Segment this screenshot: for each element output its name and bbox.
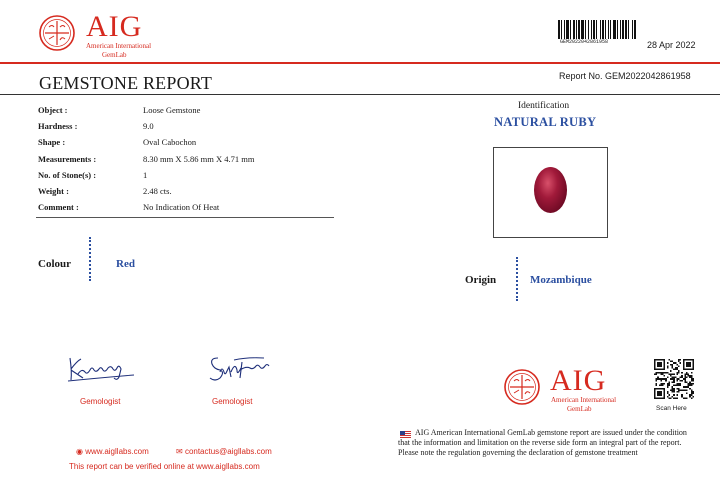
title-divider [0, 94, 720, 95]
aig-seal-logo [38, 14, 76, 52]
email-text: contactus@aigllabs.com [184, 447, 272, 456]
gemologist-label-2: Gemologist [212, 397, 253, 406]
mail-icon: ✉ [176, 447, 183, 456]
detail-value: Oval Cabochon [143, 137, 197, 148]
qr-code[interactable] [654, 359, 694, 399]
website-contact[interactable] [76, 447, 149, 456]
brand-subtitle-footer-line2: GemLab [567, 405, 592, 413]
detail-value: 9.0 [143, 121, 154, 132]
brand-name: AIG [86, 10, 143, 43]
detail-label: Hardness : [38, 121, 78, 132]
signature-1 [64, 352, 138, 384]
detail-label: Measurements : [38, 153, 97, 164]
brand-name-footer: AIG [550, 364, 607, 397]
detail-value: 2.48 cts. [143, 186, 172, 196]
origin-label: Origin [465, 274, 497, 286]
disclaimer-text: AIG American International GemLab gemstone report are issued under the condition that the information and limitation on the reverse side form an integral part of the report. Please note the regulation governing the declaration of gemstone treatment [398, 428, 687, 457]
identification-value: NATURAL RUBY [494, 115, 597, 129]
colour-dotted-separator [89, 237, 91, 281]
report-title: GEMSTONE REPORT [39, 73, 213, 93]
globe-icon: ◉ [76, 447, 83, 456]
report-date: 28 Apr 2022 [647, 40, 696, 50]
origin-dotted-separator [516, 257, 518, 301]
signature-2 [204, 352, 278, 384]
detail-label: Comment : [38, 202, 79, 213]
website-text: www.aigllabs.com [85, 447, 149, 456]
detail-label: Weight : [38, 186, 69, 196]
origin-value: Mozambique [530, 274, 592, 286]
gemologist-label-1: Gemologist [80, 397, 121, 406]
barcode [558, 20, 660, 39]
report-number: Report No. GEM2022042861958 [559, 71, 691, 81]
colour-value: Red [116, 258, 135, 270]
aig-seal-logo-footer [503, 368, 541, 406]
detail-value: 1 [143, 169, 148, 180]
colour-label: Colour [38, 258, 71, 270]
verify-note: This report can be verified online at www.aigllabs.com [69, 462, 260, 471]
details-divider [36, 217, 334, 218]
barcode-number: GEM2022042861958 [560, 39, 609, 45]
brand-subtitle-line1: American International [86, 42, 152, 50]
detail-label: Object : [38, 105, 68, 115]
detail-value: Loose Gemstone [143, 105, 201, 115]
qr-caption: Scan Here [656, 405, 687, 412]
identification-label: Identification [518, 101, 570, 111]
brand-subtitle-line2: GemLab [102, 51, 127, 59]
email-contact[interactable] [176, 447, 272, 456]
brand-subtitle-footer-line1: American International [551, 396, 617, 404]
detail-label: Shape : [38, 137, 66, 148]
gemstone-photo-frame [493, 147, 608, 238]
detail-label: No. of Stone(s) : [38, 169, 97, 180]
ruby-gemstone-image [534, 167, 567, 213]
header-divider [0, 62, 720, 64]
detail-value: No Indication Of Heat [143, 202, 220, 213]
detail-value: 8.30 mm X 5.86 mm X 4.71 mm [143, 153, 255, 164]
